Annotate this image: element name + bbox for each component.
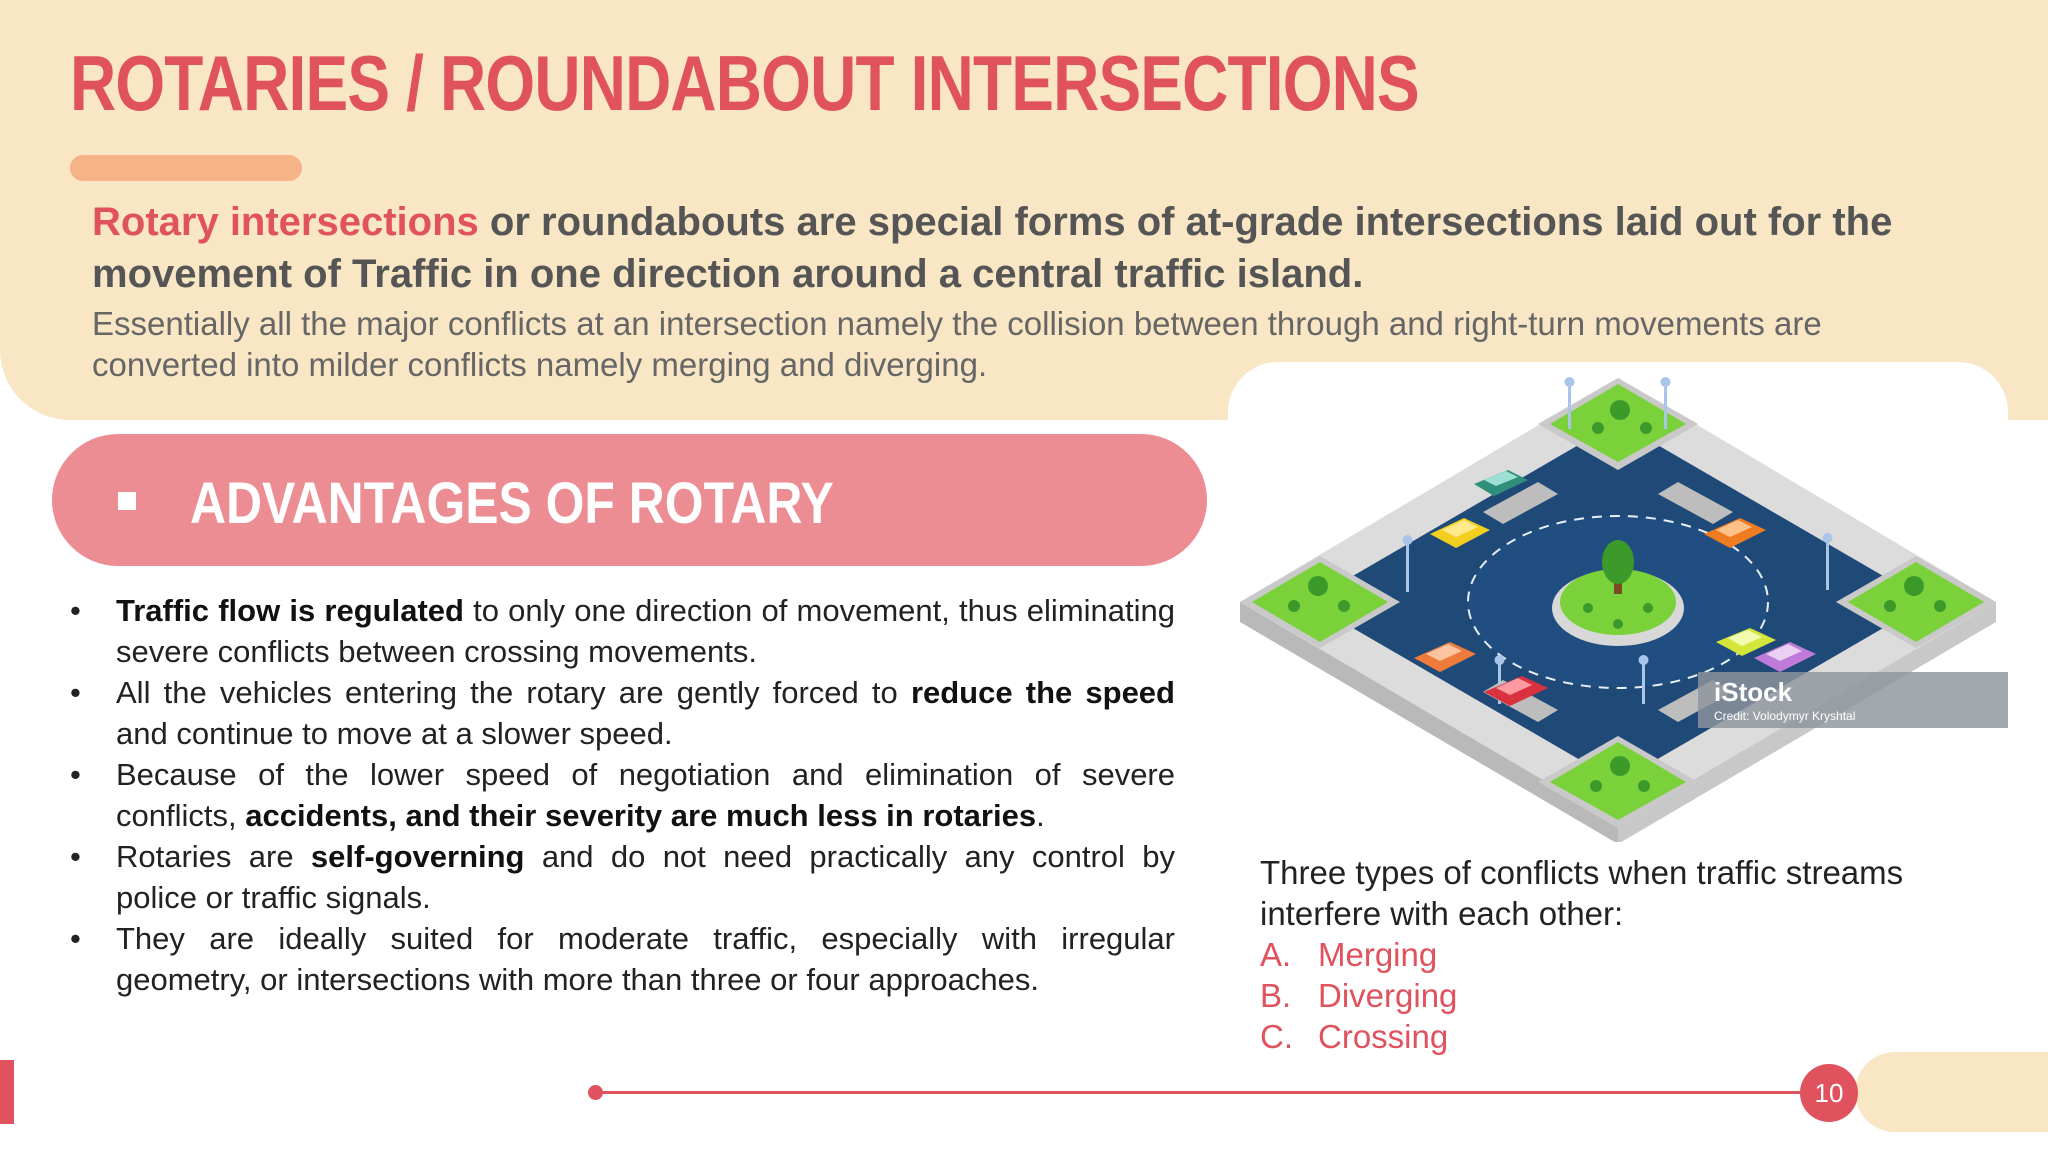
list-item bbox=[60, 672, 1175, 754]
list-item bbox=[60, 590, 1175, 672]
conflict-types-list bbox=[1260, 934, 1457, 1057]
square-bullet-icon bbox=[118, 492, 136, 510]
slide-title: ROTARIES / ROUNDABOUT INTERSECTIONS bbox=[70, 39, 1419, 127]
footer-band bbox=[1855, 1052, 2048, 1132]
text: Rotaries are bbox=[116, 839, 311, 874]
footer-progress-dot bbox=[588, 1085, 603, 1100]
text: and continue to move at a slower speed. bbox=[116, 716, 673, 751]
list-item bbox=[1260, 934, 1457, 975]
bold-text: self-governing bbox=[310, 839, 525, 874]
left-edge-accent bbox=[0, 1060, 14, 1124]
list-item bbox=[60, 918, 1175, 1000]
text: . bbox=[1036, 798, 1045, 833]
conflicts-caption: Three types of conflicts when traffic streams interfere with each other: bbox=[1260, 854, 1904, 932]
intro-highlight: Rotary intersections bbox=[92, 200, 479, 244]
list-item bbox=[60, 836, 1175, 918]
page-number-badge: 10 bbox=[1800, 1064, 1858, 1122]
bold-text: accidents, and their severity are much less in rotaries bbox=[245, 798, 1037, 833]
image-credit: Credit: Volodymyr Kryshtal bbox=[1714, 709, 1856, 723]
intro-sub-paragraph: Essentially all the major conflicts at an intersection namely the collision between through and right-turn movements are converted into milder conflicts namely merging and diverging. bbox=[92, 305, 1822, 383]
list-letter: C. bbox=[1260, 1018, 1293, 1055]
text: to only one direction of movement, thus eliminating severe conflicts between crossing movements. bbox=[116, 593, 1175, 669]
list-item bbox=[1260, 975, 1457, 1016]
list-letter: B. bbox=[1260, 977, 1292, 1014]
list-letter: A. bbox=[1260, 936, 1292, 973]
title-underline-accent bbox=[70, 155, 302, 181]
watermark-label: iStock bbox=[1714, 677, 1793, 707]
text: All the vehicles entering the rotary are gently forced to bbox=[116, 675, 911, 710]
conflict-label: Merging bbox=[1318, 936, 1438, 973]
text: They are ideally suited for moderate traffic, especially with irregular geometry, or intersections with more than three or four approaches. bbox=[116, 921, 1175, 997]
list-item bbox=[60, 754, 1175, 836]
bold-text: reduce the speed bbox=[910, 675, 1175, 710]
bold-text: Traffic flow is regulated bbox=[116, 593, 464, 628]
intro-paragraph bbox=[92, 196, 1992, 300]
intro-main-text: or roundabouts are special forms of at-grade intersections laid out for the movement of Traffic in one direction around a central traffic island. bbox=[92, 200, 1893, 296]
text: and do not need practically any control by police or traffic signals. bbox=[116, 839, 1175, 915]
advantages-heading: ADVANTAGES OF ROTARY bbox=[190, 471, 834, 536]
text: Because of the lower speed of negotiation and elimination of severe conflicts, bbox=[116, 757, 1175, 833]
footer-progress-line bbox=[596, 1091, 1811, 1094]
conflict-label: Crossing bbox=[1318, 1018, 1449, 1055]
roundabout-illustration bbox=[1228, 362, 2008, 842]
conflict-label: Diverging bbox=[1318, 977, 1458, 1014]
list-item bbox=[1260, 1016, 1457, 1057]
advantages-list bbox=[60, 590, 1175, 1000]
